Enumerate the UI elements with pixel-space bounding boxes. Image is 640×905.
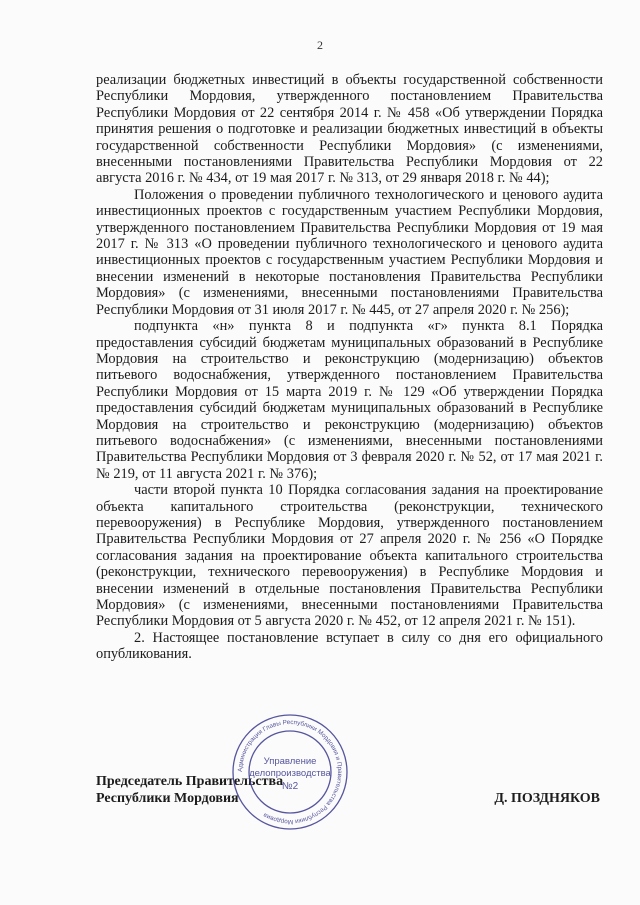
paragraph-entry-into-force: 2. Настоящее постановление вступает в силу со дня его официального опубликования. — [96, 629, 603, 663]
stamp-line-1: Управление — [263, 756, 317, 767]
signature-title-line1: Председатель Правительства — [96, 774, 284, 789]
stamp-line-3: №2 — [281, 781, 299, 792]
page-number: 2 — [317, 38, 323, 52]
paragraph-design-assignment: части второй пункта 10 Порядка согласования задания на проектирование объекта капитального строительства (реконструкции, технического перевооружения) в Республике Мордовия, утвержденного постановлением Правительства Республики Мордовия от 27 апреля 2020 г. № 256 «О Порядке согласования задания на проектирование объекта капитального строительства (реконструкции, технического перевооружения) в Республике Мордовия и внесении изменений в отдельные постановления Правительства Республики Мордовия» (с изменениями, внесенными постановлениями Правительства Республики Мордовия от 5 августа 2020 г. № 452, от 12 апреля 2021 г. № 151). — [96, 482, 603, 630]
signature-title-line2: Республики Мордовия — [96, 791, 239, 806]
official-stamp — [230, 712, 350, 832]
paragraph-public-audit: Положения о проведении публичного технологического и ценового аудита инвестиционных проектов с государственным участием Республики Мордовия, утвержденного постановлением Правительства Республики Мордовия от 19 мая 2017 г. № 313 «О проведении публичного технологического и ценового аудита инвестиционных проектов с государственным участием Республики Мордовия и внесении изменений в некоторые постановления Правительства Республики Мордовия» (с изменениями, внесенными постановлениями Правительства Республики Мордовия от 31 июля 2017 г. № 445, от 27 апреля 2020 г. № 256); — [96, 186, 603, 318]
signatory-name: Д. ПОЗДНЯКОВ — [494, 791, 600, 806]
paragraph-budget-investments: реализации бюджетных инвестиций в объекты государственной собственности Республики Мордовия, утвержденного постановлением Правительства Республики Мордовия от 22 сентября 2014 г. № 458 «Об утверждении Порядка принятия решения о подготовке и реализации бюджетных инвестиций в объекты государственной собственности Республики Мордовия» (с изменениями, внесенными постановлениями Правительства Республики Мордовия от 22 августа 2016 г. № 434, от 19 мая 2017 г. № 313, от 29 января 2018 г. № 44); — [96, 72, 603, 187]
stamp-ring-textpath: Администрация Главы Республики Мордовия и Правительства Республики Мордовия — [236, 718, 344, 826]
resolution-body — [96, 72, 603, 663]
stamp-line-2: делопроизводства — [249, 768, 331, 779]
paragraph-water-subsidies: подпункта «н» пункта 8 и подпункта «г» пункта 8.1 Порядка предоставления субсидий бюджетам муниципальных образований в Республике Мордовия на строительство и реконструкцию (модернизацию) объектов питьевого водоснабжения, утвержденного постановлением Правительства Республики Мордовия от 15 марта 2019 г. № 129 «Об утверждении Порядка предоставления субсидий бюджетам муниципальных образований в Республике Мордовия на строительство и реконструкцию (модернизацию) объектов питьевого водоснабжения» (с изменениями, внесенными постановлениями Правительства Республики Мордовия от 3 февраля 2020 г. № 52, от 17 мая 2021 г. № 219, от 11 августа 2021 г. № 376); — [96, 318, 603, 482]
